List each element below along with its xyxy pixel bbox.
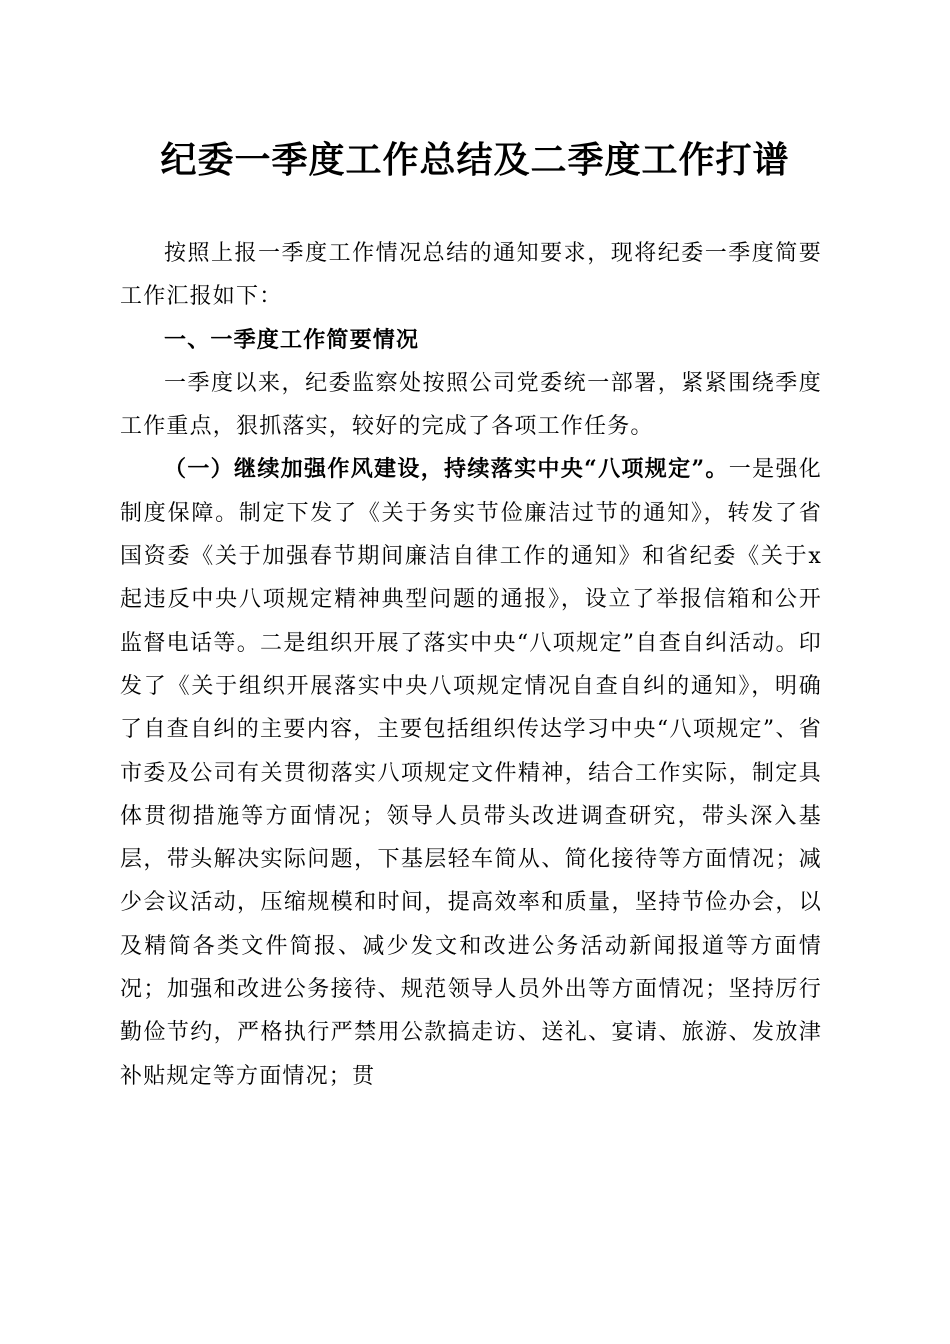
document-title: 纪委一季度工作总结及二季度工作打谱 — [160, 139, 790, 181]
section-heading: 一、一季度工作简要情况 — [164, 327, 420, 353]
document-body — [120, 232, 822, 1098]
item-lead: （一）继续加强作风建设，持续落实中央“八项规定”。 — [164, 456, 729, 483]
item-paragraph — [120, 448, 822, 1097]
intro-paragraph: 按照上报一季度工作情况总结的通知要求，现将纪委一季度简要工作汇报如下： — [120, 241, 822, 310]
item-body: 一是强化制度保障。制定下发了《关于务实节俭廉洁过节的通知》，转发了省国资委《关于加强春节期间廉洁自律工作的通知》和省纪委《关于x起违反中央八项规定精神典型问题的通报》，设立了举报信箱和公开监督电话等。二是组织开展了落实中央“八项规定”自查自纠活动。印发了《关于组织开展落实中央八项规定情况自查自纠的通知》，明确了自查自纠的主要内容，主要包括组织传达学习中央“八项规定”、省市委及公司有关贯彻落实八项规定文件精神，结合工作实际，制定具体贯彻措施等方面情况；领导人员带头改进调查研究，带头深入基层，带头解决实际问题，下基层轻车简从、简化接待等方面情况；减少会议活动，压缩规模和时间，提高效率和质量，坚持节俭办会，以及精简各类文件简报、减少发文和改进公务活动新闻报道等方面情况；加强和改进公务接待、规范领导人员外出等方面情况；坚持厉行勤俭节约，严格执行严禁用公款搞走访、送礼、宴请、旅游、发放津补贴规定等方面情况；贯 — [120, 457, 822, 1089]
section-summary-paragraph: 一季度以来，纪委监察处按照公司党委统一部署，紧紧围绕季度工作重点，狠抓落实，较好的完成了各项工作任务。 — [120, 370, 822, 440]
